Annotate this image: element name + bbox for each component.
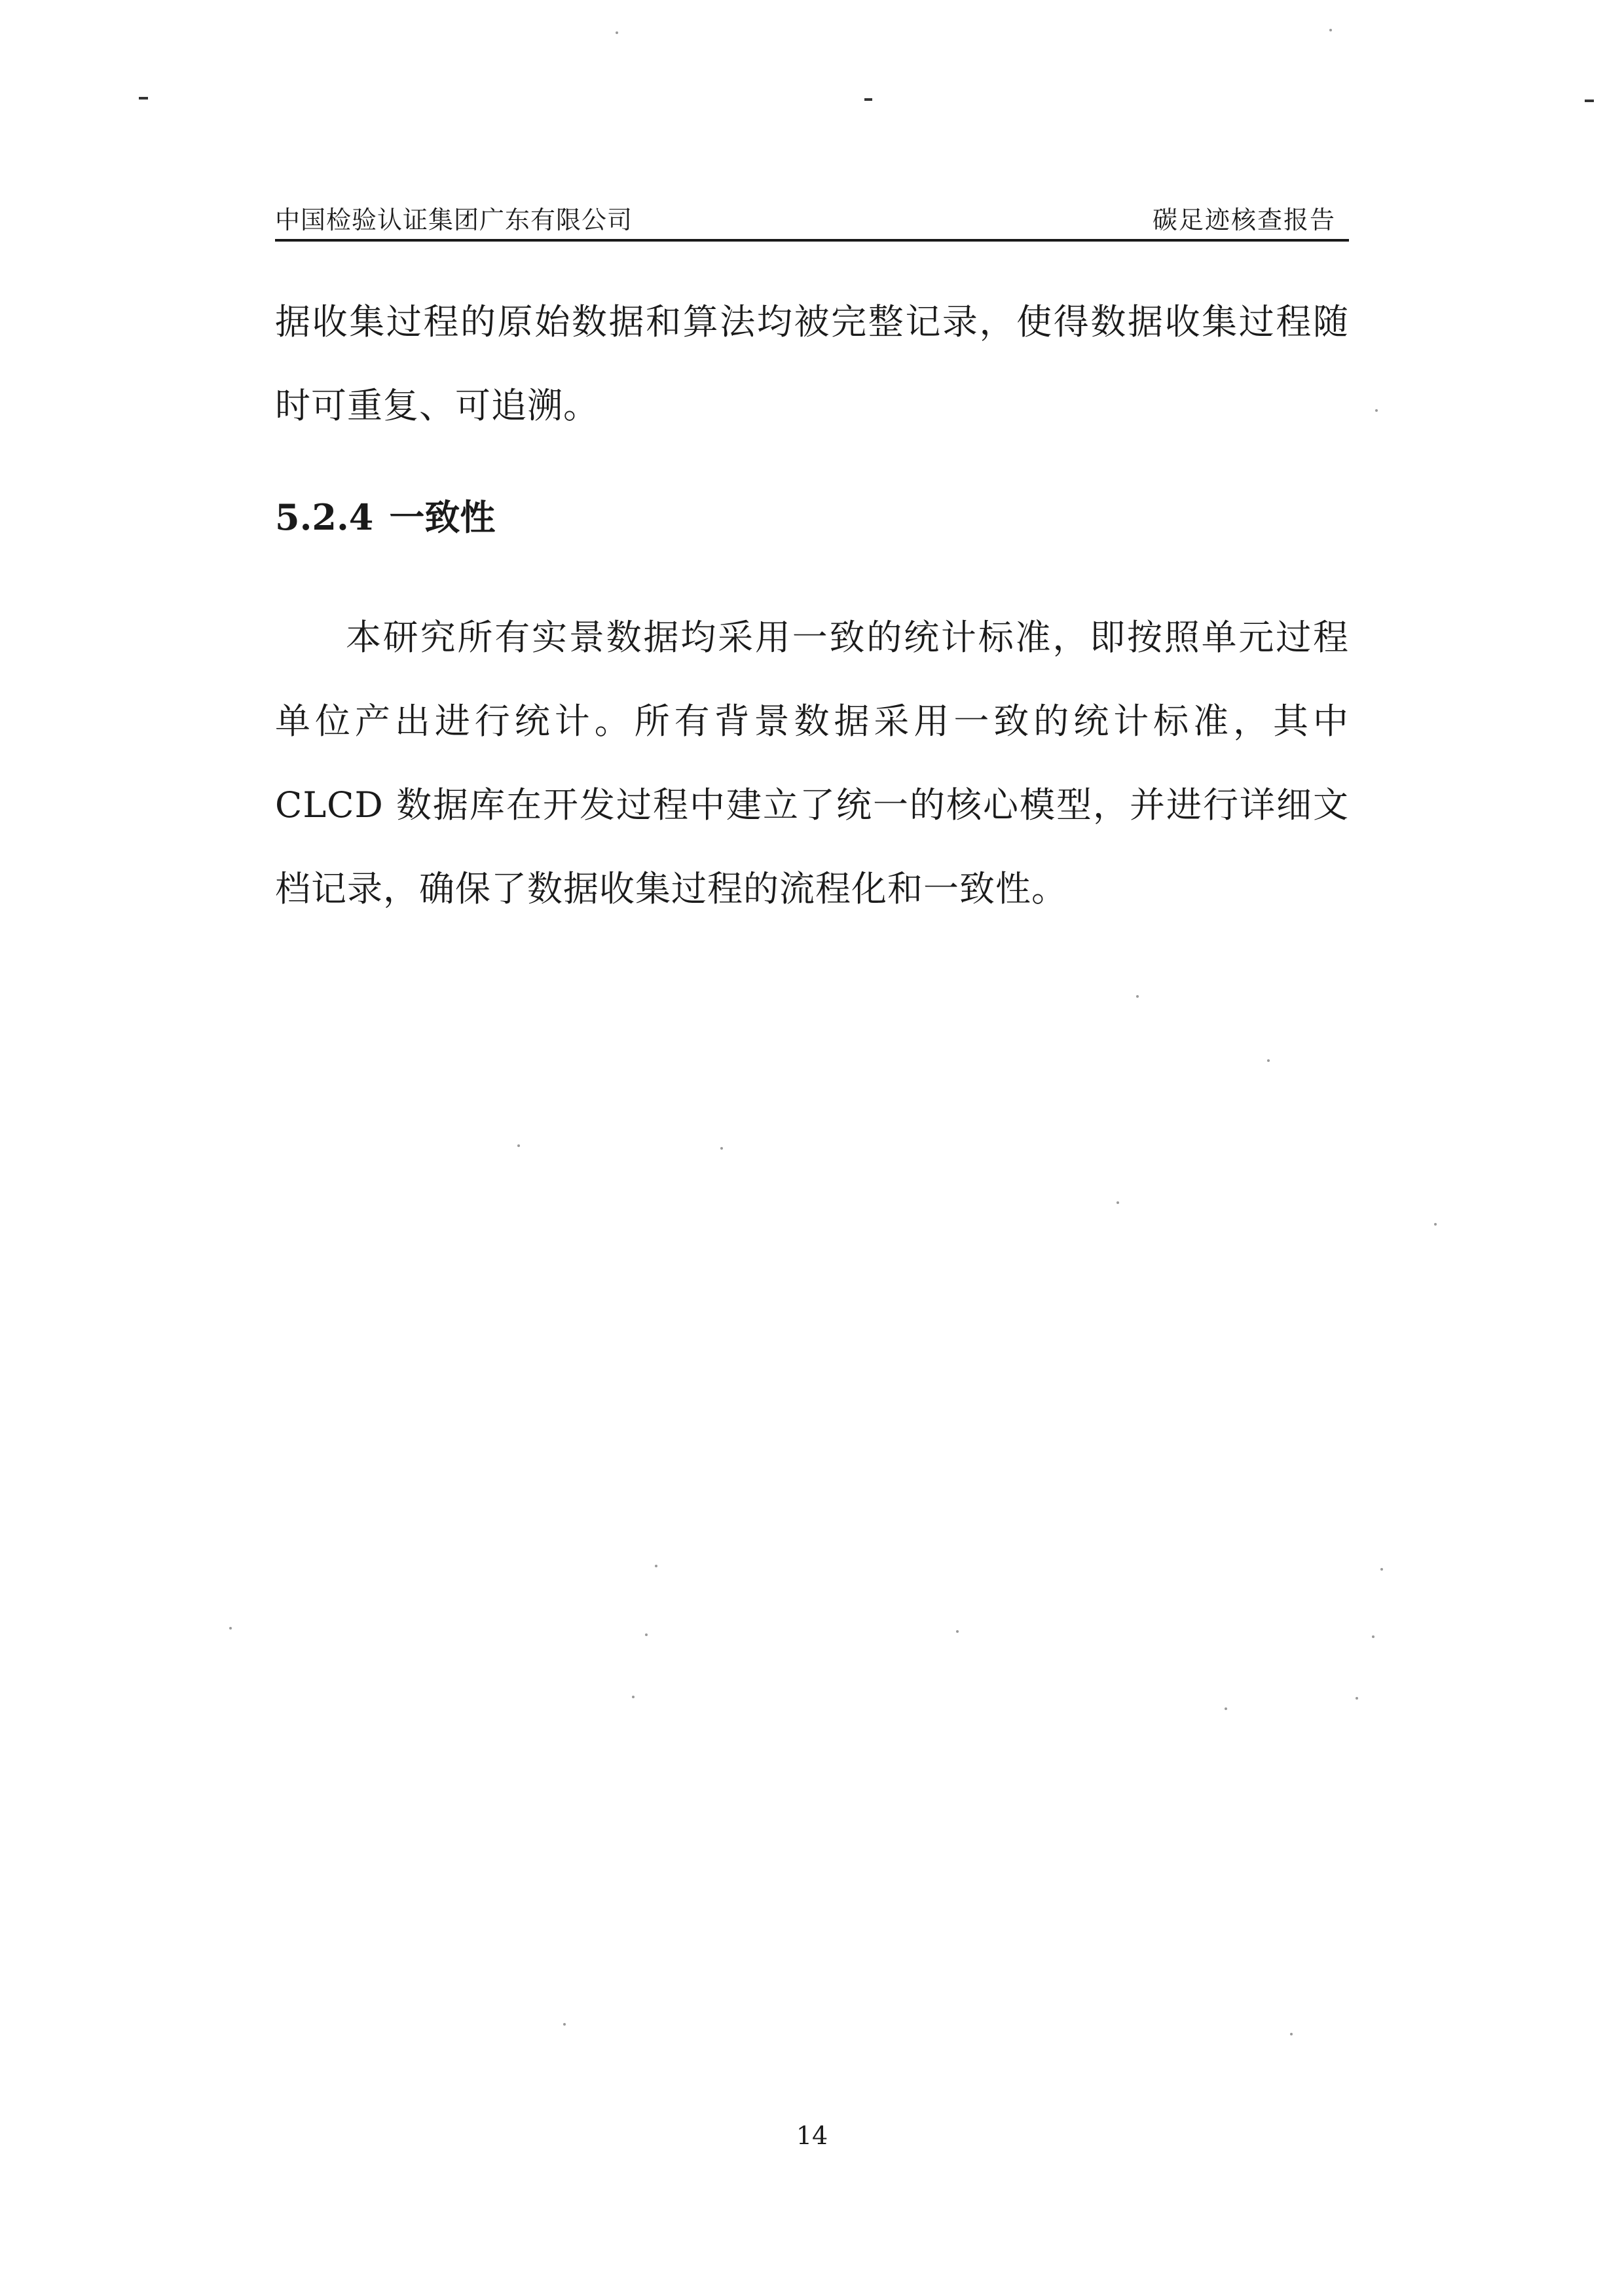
scan-speck (1116, 1201, 1119, 1204)
scan-speck (229, 1627, 232, 1630)
scan-speck (517, 1144, 520, 1147)
continuation-paragraph: 据收集过程的原始数据和算法均被完整记录，使得数据收集过程随时可重复、可追溯。 (275, 301, 1349, 426)
scan-speck (1290, 2033, 1293, 2035)
scan-mark-right (1585, 100, 1594, 102)
scan-speck (645, 1633, 648, 1636)
consistency-paragraph: 本研究所有实景数据均采用一致的统计标准，即按照单元过程单位产出进行统计。所有背景数据采用一致的统计标准，其中 CLCD 数据库在开发过程中建立了统一的核心模型，并进行详细文档记录，确保了数据收集过程的流程化和一致性。 (275, 617, 1349, 909)
scan-speck (1225, 1707, 1227, 1710)
section-heading (275, 490, 495, 540)
scan-speck (632, 1696, 635, 1698)
scan-speck (1267, 1059, 1270, 1062)
scan-speck (720, 1147, 723, 1150)
scan-speck (655, 1565, 657, 1567)
section-title: 一致性 (389, 496, 496, 538)
scan-speck (1329, 29, 1332, 31)
scan-speck (1136, 995, 1139, 998)
scan-mark-left (139, 97, 148, 100)
header-company-name: 中国检验认证集团广东有限公司 (275, 206, 633, 234)
scan-mark-center (864, 98, 872, 101)
scan-speck (1380, 1568, 1383, 1571)
scan-speck (1375, 409, 1378, 412)
scan-speck (616, 31, 618, 34)
scan-speck (1372, 1635, 1375, 1638)
section-number: 5.2.4 (275, 496, 374, 538)
page-number: 14 (796, 2121, 828, 2150)
scan-speck (563, 2023, 566, 2026)
scan-speck (956, 1630, 959, 1633)
header-report-title: 碳足迹核查报告 (1152, 206, 1336, 234)
running-header (275, 193, 1349, 242)
scan-speck (1434, 1223, 1437, 1226)
scan-speck (1356, 1697, 1358, 1700)
